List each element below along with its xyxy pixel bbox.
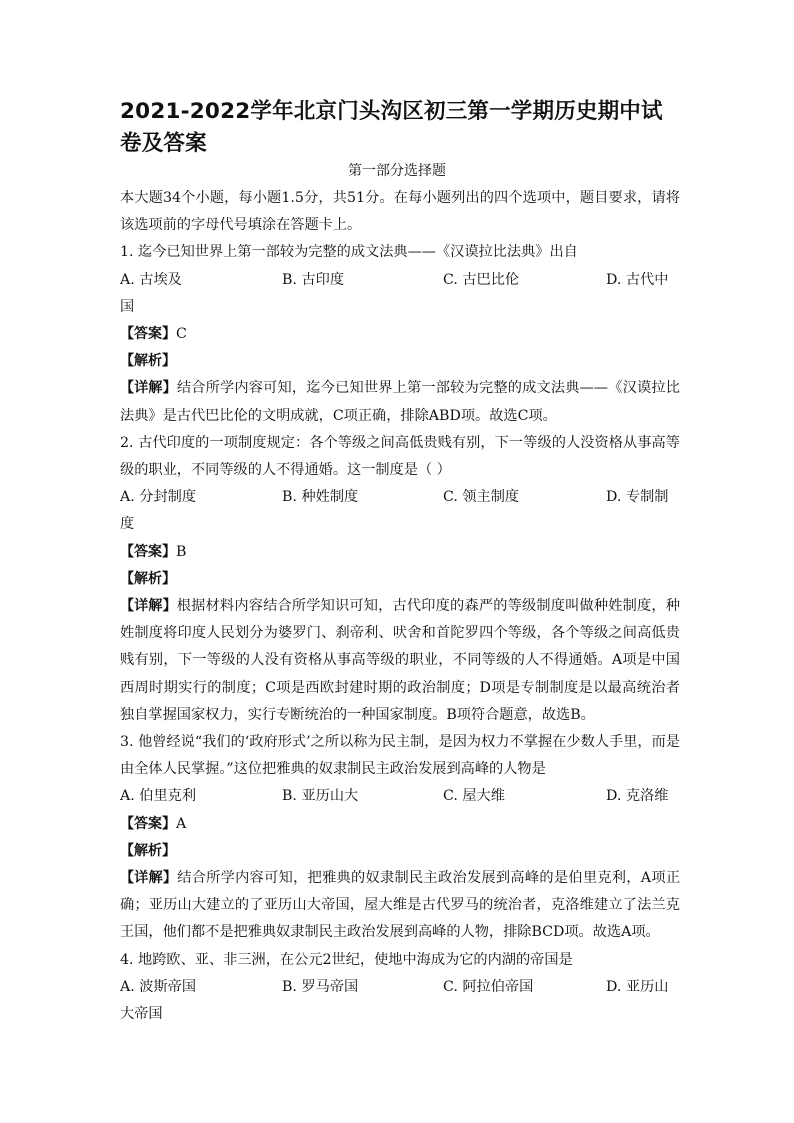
option-b: B. 古印度 <box>282 271 345 288</box>
options-row <box>120 974 680 1001</box>
options-row <box>120 484 680 511</box>
question-3 <box>120 729 680 947</box>
option-a: A. 波斯帝国 <box>120 978 197 995</box>
answer-line <box>120 811 680 838</box>
page-title: 2021-2022学年北京门头沟区初三第一学期历史期中试卷及答案 <box>120 99 663 156</box>
question-2 <box>120 430 680 729</box>
option-d: D. 专制制 <box>606 489 669 506</box>
answer-value: A <box>176 815 187 832</box>
option-overflow: 大帝国 <box>120 1006 163 1023</box>
document-body <box>120 185 680 1028</box>
option-b: B. 种姓制度 <box>282 489 359 506</box>
options-row <box>120 267 680 294</box>
detail-text: 根据材料内容结合所学知识可知，古代印度的森严的等级制度叫做种姓制度，种姓制度将印度人民划分为婆罗门、刹帝利、吠舍和首陀罗四个等级，各个等级之间高低贵贱有别，下一等级的人没有资格从事高等级的职业，不同等级的人不得通婚。A项是中国西周时期实行的制度；C项是西欧封建时期的政治制度；D项是专制制度是以最高统治者独自掌握国家权力，实行专断统治的一种国家制度。B项符合题意，故选B。 <box>120 598 680 723</box>
question-stem: 4. 地跨欧、亚、非三洲，在公元2世纪，使地中海成为它的内湖的帝国是 <box>120 951 573 968</box>
analysis-label: 【解析】 <box>120 842 176 859</box>
detail-label: 【详解】 <box>120 870 178 887</box>
option-a: A. 古埃及 <box>120 271 182 288</box>
analysis-label: 【解析】 <box>120 353 176 370</box>
question-1 <box>120 239 680 429</box>
option-b: B. 罗马帝国 <box>282 978 359 995</box>
option-c: C. 阿拉伯帝国 <box>443 978 534 995</box>
detail-label: 【详解】 <box>120 380 177 397</box>
answer-label: 【答案】 <box>120 815 176 832</box>
option-c: C. 领主制度 <box>443 489 520 506</box>
detail-text: 结合所学内容可知，迄今已知世界上第一部较为完整的成文法典——《汉谟拉比法典》是古代巴比伦的文明成就，C项正确，排除ABD项。故选C项。 <box>120 380 680 424</box>
answer-label: 【答案】 <box>120 326 176 342</box>
option-a: A. 分封制度 <box>120 489 197 506</box>
analysis-label: 【解析】 <box>120 570 176 587</box>
intro-paragraph: 本大题34个小题，每小题1.5分，共51分。在每小题列出的四个选项中，题目要求，请将该选项前的字母代号填涂在答题卡上。 <box>120 190 680 234</box>
question-4 <box>120 947 680 1029</box>
analysis-line <box>120 838 680 865</box>
option-c: C. 古巴比伦 <box>443 271 520 288</box>
analysis-line <box>120 566 680 593</box>
option-b: B. 亚历山大 <box>282 788 359 805</box>
detail-paragraph <box>120 593 680 729</box>
question-stem: 3. 他曾经说“我们的‘政府形式’之所以称为民主制，是因为权力不掌握在少数人手里，而是由全体人民掌握。”这位把雅典的奴隶制民主政治发展到高峰的人物是 <box>120 734 680 778</box>
option-a: A. 伯里克利 <box>120 788 197 805</box>
question-stem: 2. 古代印度的一项制度规定：各个等级之间高低贵贱有别，下一等级的人没资格从事高等级的职业，不同等级的人不得通婚。这一制度是（ ） <box>120 434 680 479</box>
option-overflow: 度 <box>120 516 135 533</box>
detail-paragraph <box>120 375 680 429</box>
answer-value: B <box>176 543 187 560</box>
options-row <box>120 783 680 810</box>
option-overflow: 国 <box>120 298 135 315</box>
answer-label: 【答案】 <box>120 543 176 560</box>
answer-line <box>120 321 680 348</box>
section-title: 第一部分选择题 <box>348 163 446 179</box>
option-d: D. 古代中 <box>606 271 669 288</box>
analysis-line <box>120 348 680 375</box>
option-d: D. 亚历山 <box>606 978 669 995</box>
detail-text: 结合所学内容可知，把雅典的奴隶制民主政治发展到高峰的是伯里克利，A项正确；亚历山大建立的了亚历山大帝国，屋大维是古代罗马的统治者，克洛维建立了法兰克王国，他们都不是把雅典奴隶制民主政治发展到高峰的人物，排除BCD项。故选A项。 <box>120 870 681 941</box>
question-stem: 1. 迄今已知世界上第一部较为完整的成文法典——《汉谟拉比法典》出自 <box>120 244 578 261</box>
detail-paragraph <box>120 865 680 947</box>
answer-value: C <box>176 326 187 342</box>
option-c: C. 屋大维 <box>443 788 505 805</box>
detail-label: 【详解】 <box>120 598 177 615</box>
option-d: D. 克洛维 <box>606 788 669 805</box>
answer-line <box>120 539 680 566</box>
